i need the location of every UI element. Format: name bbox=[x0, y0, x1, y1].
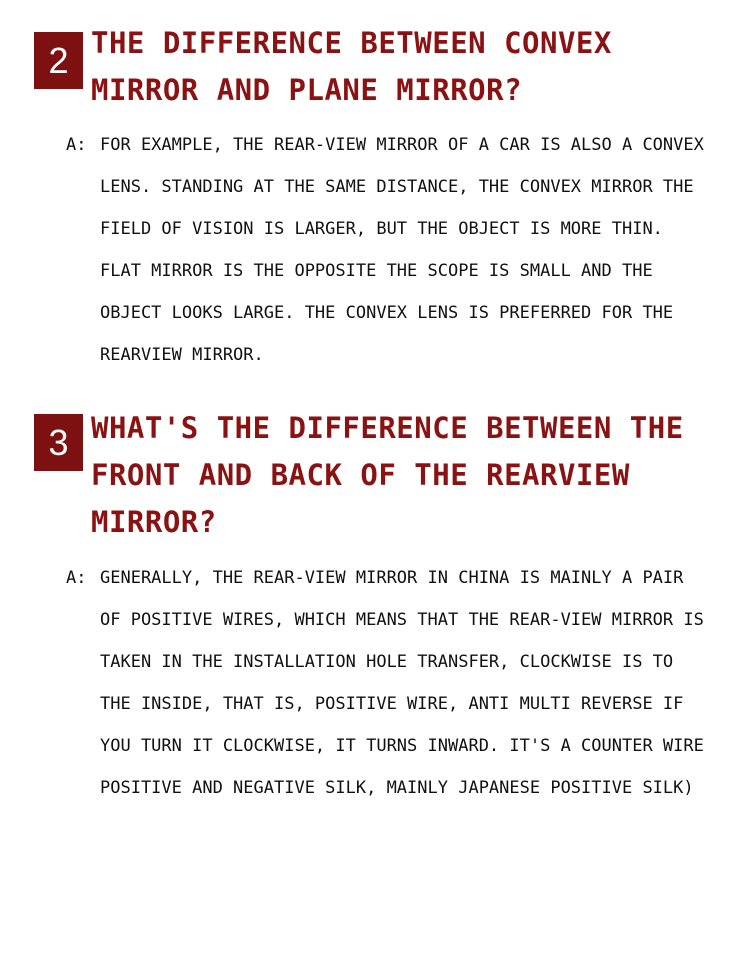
answer-text: FOR EXAMPLE, THE REAR-VIEW MIRROR OF A CAR IS ALSO A CONVEX LENS. STANDING AT THE SAME DISTANCE, THE CONVEX MIRROR THE FIELD OF VISION IS LARGER, BUT THE OBJECT IS MORE THIN. FLAT MIRROR IS THE OPPOSITE THE SCOPE IS SMALL AND THE OBJECT LOOKS LARGE. THE CONVEX LENS IS PREFERRED FOR THE REARVIEW MIRROR. bbox=[100, 135, 704, 365]
faq-question: WHAT'S THE DIFFERENCE BETWEEN THE FRONT AND BACK OF THE REARVIEW MIRROR? bbox=[91, 411, 684, 539]
faq-number-badge: 2 bbox=[34, 32, 83, 89]
faq-question: THE DIFFERENCE BETWEEN CONVEX MIRROR AND PLANE MIRROR? bbox=[91, 26, 612, 107]
answer-text: GENERALLY, THE REAR-VIEW MIRROR IN CHINA IS MAINLY A PAIR OF POSITIVE WIRES, WHICH MEANS THAT THE REAR-VIEW MIRROR IS TAKEN IN THE INSTALLATION HOLE TRANSFER, CLOCKWISE IS TO THE INSIDE, THAT IS, POSITIVE WIRE, ANTI MULTI REVERSE IF YOU TURN IT CLOCKWISE, IT TURNS INWARD. IT'S A COUNTER WIRE POSITIVE AND NEGATIVE SILK, MAINLY JAPANESE POSITIVE SILK) bbox=[100, 568, 704, 798]
answer-prefix: A: bbox=[66, 568, 87, 588]
answer-prefix: A: bbox=[66, 135, 87, 155]
faq-number-badge: 3 bbox=[34, 414, 83, 471]
